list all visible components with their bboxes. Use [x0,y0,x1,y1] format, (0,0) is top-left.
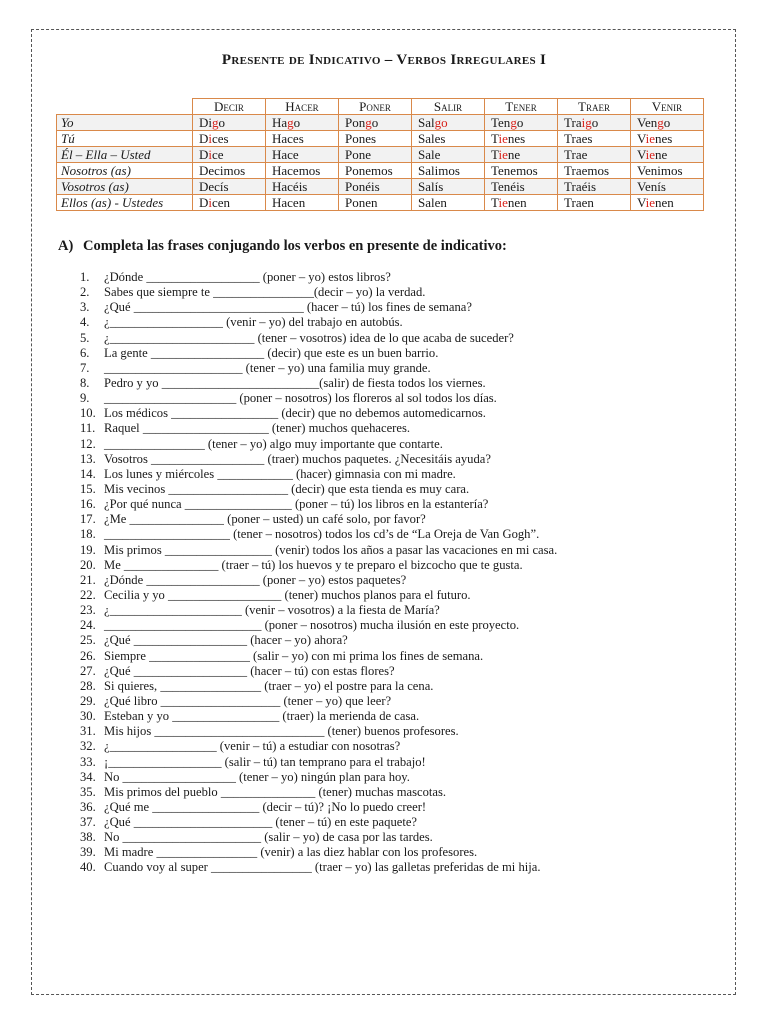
exercise-text: ¿Qué __________________ (hacer – yo) ahora? [104,633,348,648]
exercise-number: 36. [80,799,96,814]
instruction-heading [58,238,507,255]
table-row [57,115,704,131]
conjugation-cell [558,179,631,195]
form-ending: o [218,115,225,130]
exercise-item [80,421,557,436]
exercise-item [80,739,557,754]
conjugation-cell [485,115,558,131]
exercise-text: No __________________ (tener – yo) ningún plan para hoy. [104,769,410,784]
exercise-number: 21. [80,572,96,587]
exercise-text: Mis primos del pueblo _______________ (tener) muchas mascotas. [104,784,447,799]
exercise-item [80,406,557,421]
exercise-text: ¿_______________________ (tener – vosotros) idea de lo que acaba de suceder? [104,330,514,345]
conjugation-cell [631,147,704,163]
form-stem: Hacen [272,195,306,210]
form-stem: Haces [272,131,304,146]
form-stem: D [199,195,209,210]
exercise-text: Me _______________ (traer – tú) los huevos y te preparo el bizcocho que te gusta. [104,557,523,572]
conjugation-cell [631,179,704,195]
form-stem: D [199,131,209,146]
exercise-text: Si quieres, ________________ (traer – yo) el postre para la cena. [104,678,434,693]
exercise-item [80,346,557,361]
exercise-number: 27. [80,663,96,678]
instruction-text: Completa las frases conjugando los verbos en presente de indicativo: [83,238,507,254]
exercise-number: 37. [80,815,96,830]
exercise-item [80,543,557,558]
form-stem: Traemos [564,163,610,178]
exercise-text: Los médicos _________________ (decir) que no debemos automedicarnos. [104,406,486,421]
exercise-number: 24. [80,618,96,633]
exercise-item [80,558,557,573]
exercise-text: ¿Qué __________________ (hacer – tú) con estas flores? [104,663,395,678]
form-stem: D [199,147,209,162]
form-stem: T [491,131,499,146]
exercise-number: 30. [80,709,96,724]
verb-header-0: Decir [193,99,266,115]
form-stem: Ponemos [345,163,393,178]
form-irregular-part: ie [645,195,655,210]
form-ending: nes [507,131,526,146]
form-stem: T [491,147,499,162]
exercise-number: 35. [80,784,96,799]
form-stem: Pon [345,115,366,130]
exercise-text: Cecilia y yo __________________ (tener) muchos planos para el futuro. [104,587,471,602]
exercise-number: 26. [80,648,96,663]
exercise-item [80,331,557,346]
form-stem: V [637,131,646,146]
form-irregular-part: ie [498,147,508,162]
form-irregular-part: i [208,131,213,146]
exercise-number: 16. [80,497,96,512]
form-stem: Ha [272,115,288,130]
exercise-number: 12. [80,436,96,451]
form-stem: Di [199,115,212,130]
form-stem: Tenemos [491,163,538,178]
form-irregular-part: g [510,115,517,130]
conjugation-cell [558,147,631,163]
exercise-number: 17. [80,512,96,527]
conjugation-cell [485,163,558,179]
exercise-item [80,785,557,800]
conjugation-cell [631,115,704,131]
exercise-text: ¿_____________________ (venir – vosotros) a la fiesta de María? [104,603,440,618]
exercise-item [80,603,557,618]
table-row [57,195,704,211]
exercise-number: 1. [80,270,90,284]
form-irregular-part: ie [498,131,508,146]
form-stem: V [637,195,646,210]
exercise-text: _____________________ (poner – nosotros) los floreros al sol todos los días. [104,391,497,406]
exercise-text: Mi madre ________________ (venir) a las diez hablar con los profesores. [104,845,478,860]
exercise-text: Los lunes y miércoles ____________ (hacer) gimnasia con mi madre. [104,466,456,481]
conjugation-cell [412,195,485,211]
exercise-number: 33. [80,754,96,769]
exercise-number: 7. [80,360,90,375]
exercise-number: 8. [80,375,90,390]
conjugation-cell [339,131,412,147]
exercise-item [80,649,557,664]
conjugation-table [56,98,704,211]
exercise-text: La gente __________________ (decir) que este es un buen barrio. [104,345,439,360]
form-ending: ne [655,147,668,162]
form-irregular-part: i [208,147,213,162]
exercise-number: 39. [80,845,96,860]
exercise-text: ¡__________________ (salir – tú) tan temprano para el trabajo! [104,754,426,769]
exercise-item [80,512,557,527]
table-row [57,179,704,195]
exercise-number: 31. [80,724,96,739]
exercise-text: ¿Dónde __________________ (poner – yo) estos libros? [104,270,391,284]
pronoun-cell: Nosotros (as) [57,163,193,179]
form-stem: Sal [418,115,435,130]
form-stem: Hacemos [272,163,321,178]
form-stem: Tra [564,115,582,130]
exercise-number: 5. [80,330,90,345]
form-stem: Decimos [199,163,246,178]
conjugation-cell [339,179,412,195]
form-irregular-part: ig [581,115,592,130]
exercise-item [80,467,557,482]
exercise-text: ¿__________________ (venir – yo) del trabajo en autobús. [104,315,403,330]
exercise-text: ¿Qué libro ___________________ (tener – yo) que leer? [104,693,392,708]
exercise-number: 22. [80,587,96,602]
exercise-text: ¿_________________ (venir – tú) a estudiar con nosotras? [104,739,401,754]
conjugation-cell [485,131,558,147]
conjugation-cell [631,163,704,179]
exercise-item [80,285,557,300]
form-ending: ce [212,147,224,162]
conjugation-cell [193,115,266,131]
form-stem: Sale [418,147,441,162]
form-stem: V [637,147,646,162]
exercise-number: 38. [80,830,96,845]
conjugation-cell [266,115,339,131]
form-ending: nes [655,131,673,146]
form-stem: Pone [345,147,371,162]
verb-header-3: Salir [412,99,485,115]
exercise-item [80,300,557,315]
exercise-text: ¿Qué ______________________ (tener – tú) en este paquete? [104,815,418,830]
verb-header-4: Tener [485,99,558,115]
page-title: Presente de Indicativo – Verbos Irregulares I [221,52,547,68]
pronoun-cell: Yo [57,115,193,131]
exercise-item [80,709,557,724]
table-header-row [57,99,704,115]
exercise-number: 6. [80,345,90,360]
conjugation-cell [558,195,631,211]
exercise-item [80,573,557,588]
exercise-text: Siempre ________________ (salir – yo) con mi prima los fines de semana. [104,648,484,663]
form-irregular-part: ie [645,147,655,162]
form-stem: Trae [564,147,588,162]
exercise-text: Raquel ____________________ (tener) muchos quehaceres. [104,421,411,436]
conjugation-cell [631,131,704,147]
exercise-item [80,527,557,542]
exercise-item [80,800,557,815]
exercise-list [80,270,557,876]
exercise-item [80,437,557,452]
form-stem: Salen [418,195,447,210]
form-stem: Tenéis [491,179,525,194]
form-irregular-part: ie [645,131,655,146]
conjugation-cell [266,195,339,211]
form-irregular-part: g [212,115,219,130]
pronoun-cell: Tú [57,131,193,147]
exercise-text: Esteban y yo _________________ (traer) la merienda de casa. [104,709,420,724]
exercise-text: ____________________ (tener – nosotros) todos los cd’s de “La Oreja de Van Gogh”. [104,527,540,542]
verb-header-6: Venir [631,99,704,115]
conjugation-cell [485,147,558,163]
table-row [57,163,704,179]
form-irregular-part: g [365,115,372,130]
exercise-text: No ______________________ (salir – yo) de casa por las tardes. [104,830,433,845]
exercise-item [80,391,557,406]
conjugation-cell [193,179,266,195]
form-ending: o [663,115,671,130]
exercise-number: 13. [80,451,96,466]
form-ending: cen [212,195,231,210]
exercise-item [80,664,557,679]
exercise-text: ¿Qué me _________________ (decir – tú)? ¡No lo puedo creer! [104,799,427,814]
exercise-item [80,830,557,845]
exercise-text: ¿Qué ___________________________ (hacer – tú) los fines de semana? [104,300,472,315]
exercise-number: 11. [80,421,96,436]
conjugation-cell [339,147,412,163]
exercise-number: 28. [80,678,96,693]
form-stem: T [491,195,499,210]
conjugation-cell [339,163,412,179]
form-ending: o [371,115,379,130]
exercise-item [80,815,557,830]
exercise-text: ______________________ (tener – yo) una familia muy grande. [104,360,431,375]
conjugation-cell [193,131,266,147]
exercise-text: Cuando voy al super ________________ (traer – yo) las galletas preferidas de mi hija. [104,860,541,875]
exercise-number: 40. [80,860,96,875]
form-irregular-part: go [434,115,448,130]
conjugation-cell [412,131,485,147]
exercise-text: Mis hijos ___________________________ (tener) buenos profesores. [104,724,459,739]
exercise-item [80,588,557,603]
form-stem: Ponéis [345,179,380,194]
form-stem: Ponen [345,195,378,210]
exercise-number: 32. [80,739,96,754]
exercise-item [80,497,557,512]
conjugation-cell [193,195,266,211]
exercise-number: 20. [80,557,96,572]
exercise-number: 34. [80,769,96,784]
exercise-item [80,860,557,875]
conjugation-cell [266,147,339,163]
exercise-item [80,694,557,709]
exercise-text: _________________________ (poner – nosotros) mucha ilusión en este proyecto. [104,618,520,633]
exercise-number: 19. [80,542,96,557]
form-stem: Ten [491,115,511,130]
conjugation-cell [412,163,485,179]
exercise-number: 18. [80,527,96,542]
exercise-number: 25. [80,633,96,648]
form-irregular-part: g [657,115,664,130]
form-ending: ne [507,147,521,162]
form-stem: Pones [345,131,377,146]
exercise-item [80,376,557,391]
conjugation-cell [558,131,631,147]
conjugation-cell [266,163,339,179]
exercise-text: Pedro y yo _________________________(salir) de fiesta todos los viernes. [104,375,486,390]
exercise-number: 4. [80,315,90,330]
exercise-text: Sabes que siempre te ________________(decir – yo) la verdad. [104,285,426,300]
exercise-item [80,724,557,739]
exercise-number: 10. [80,406,96,421]
exercise-item [80,618,557,633]
form-stem: Traes [564,131,593,146]
exercise-number: 23. [80,603,96,618]
conjugation-cell [193,147,266,163]
verb-header-2: Poner [339,99,412,115]
exercise-text: ¿Por qué nunca _________________ (poner – tú) los libros en la estantería? [104,497,489,512]
verb-header-1: Hacer [266,99,339,115]
conjugation-cell [266,179,339,195]
form-ending: nen [507,195,527,210]
exercise-item [80,770,557,785]
exercise-text: Mis primos _________________ (venir) todos los años a pasar las vacaciones en mi casa. [104,542,558,557]
conjugation-cell [558,115,631,131]
conjugation-cell [193,163,266,179]
exercise-number: 29. [80,693,96,708]
exercise-item [80,755,557,770]
header-blank-cell [57,99,193,115]
form-stem: Salís [418,179,444,194]
pronoun-cell: Él – Ella – Usted [57,147,193,163]
exercise-text: ¿Dónde __________________ (poner – yo) estos paquetes? [104,572,407,587]
exercise-item [80,679,557,694]
form-ending: o [516,115,524,130]
form-irregular-part: i [208,195,213,210]
conjugation-cell [266,131,339,147]
exercise-text: ________________ (tener – yo) algo muy importante que contarte. [104,436,443,451]
exercise-number: 3. [80,300,90,315]
conjugation-cell [485,195,558,211]
form-stem: Sales [418,131,446,146]
conjugation-cell [412,115,485,131]
conjugation-cell [339,195,412,211]
form-stem: Decís [199,179,229,194]
exercise-number: 15. [80,481,96,496]
exercise-item [80,452,557,467]
table-row [57,131,704,147]
exercise-number: 9. [80,391,90,406]
pronoun-cell: Ellos (as) - Ustedes [57,195,193,211]
form-stem: Traen [564,195,594,210]
exercise-item [80,361,557,376]
conjugation-cell [339,115,412,131]
exercise-number: 14. [80,466,96,481]
exercise-item [80,845,557,860]
exercise-number: 2. [80,285,90,300]
exercise-item [80,270,557,285]
conjugation-cell [412,179,485,195]
form-stem: Venimos [637,163,683,178]
verb-header-5: Traer [558,99,631,115]
exercise-text: ¿Me _______________ (poner – usted) un café solo, por favor? [104,512,426,527]
exercise-text: Mis vecinos ___________________ (decir) que esta tienda es muy cara. [104,481,470,496]
form-stem: Venís [637,179,666,194]
conjugation-cell [558,163,631,179]
exercise-item [80,482,557,497]
form-irregular-part: ie [498,195,508,210]
exercise-item [80,315,557,330]
pronoun-cell: Vosotros (as) [57,179,193,195]
form-ending: o [293,115,301,130]
form-stem: Traéis [564,179,597,194]
conjugation-cell [412,147,485,163]
form-ending: o [591,115,599,130]
form-ending: ces [212,131,229,146]
conjugation-cell [631,195,704,211]
table-row [57,147,704,163]
form-stem: Hace [272,147,299,162]
form-stem: Ven [637,115,658,130]
form-stem: Hacéis [272,179,308,194]
conjugation-cell [485,179,558,195]
form-irregular-part: g [287,115,294,130]
instruction-letter: A) [58,238,74,254]
exercise-text: Vosotros __________________ (traer) muchos paquetes. ¿Necesitáis ayuda? [104,451,491,466]
exercise-item [80,633,557,648]
form-stem: Salimos [418,163,460,178]
form-ending: nen [655,195,674,210]
